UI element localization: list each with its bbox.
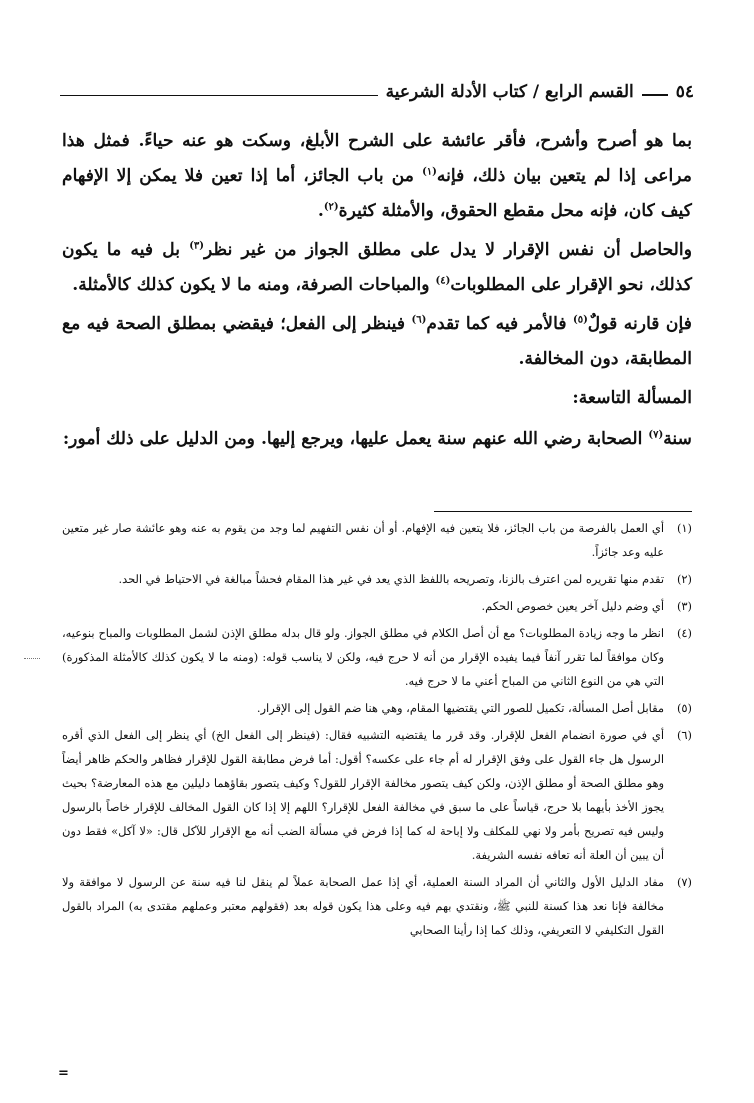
paragraph: سنة$^{(٧)}$ الصحابة رضي الله عنهم سنة يعمل عليها، ويرجع إليها. ومن الدليل على ذلك أمور: (62, 429, 692, 449)
footnote-number: (٤) (676, 626, 692, 640)
footnote (62, 870, 692, 942)
footnote-number: (١) (676, 521, 692, 535)
footnote-number: (٢) (676, 572, 692, 586)
footnote-separator (434, 511, 692, 512)
header-rule (60, 95, 378, 96)
footnote-ref: (٣) (189, 240, 205, 252)
page-header (60, 82, 694, 102)
section-heading: المسألة التاسعة: (572, 388, 692, 408)
footnote-text: تقدم منها تقريره لمن اعترف بالزنا، وتصريحه باللفظ الذي يعد في غير هذا المقام فحشاً مبالغة في الاحتياط في الحد. (118, 572, 664, 586)
footnote-text: أي في صورة انضمام الفعل للإقرار. وقد قرر ما يقتضيه التشبيه فقال: (فينظر إلى الفعل الخ) أي ينظر إلى الفعل الذي أقره الرسول هل جاء القول على وفق الإقرار له أم جاء على عكسه؟ أقول: أما فرض مطابقة القول للإقرار فظاهر والحكم ظاهر أيضاً وهو مطلق الصحة أو مطلق الإذن، ولكن كيف يتصور مخالفة الإقرار للقول؟ وكيف يتصور بقاؤهما دليلين مع هذه المعارضة؟ بحيث يجوز الأخذ بأيهما بلا حرج، قياساً على ما سبق في مخالفة الفعل للإقرار؟ اللهم إلا إذا كان القول المخالف للإقرار خاصاً بالرسول وليس فيه تصريح بأمر ولا نهي للمكلف ولا إباحة له كما إذا فرض في مسألة الضب أنه مع الإقرار للآكل قال: «لا آكل» فقط دون أن يبين أن العلة أنه تعافه نفسه الشريفة. (62, 728, 664, 862)
footnote-text: أي وضم دليل آخر يعين خصوص الحكم. (481, 599, 664, 613)
footnote-text: انظر ما وجه زيادة المطلوبات؟ مع أن أصل الكلام في مطلق الجواز. ولو قال بدله مطلق الإذن لشمل المطلوبات والمباح بنوعيه، وكان موافقاً لما تقرر آنفاً فيما يفيده الإقرار من أنه لا حرج فيه، ولكن لا يناسب قوله: (ومنه ما لا يكون كذلك كالأمثلة المذكورة) التي هي من النوع الثاني من المباح أعني ما لا حرج فيه. (62, 626, 664, 688)
paragraph: فإن قارنه قولٌ$^{(٥)}$ فالأمر فيه كما تقدم$^{(٦)}$ فينظر إلى الفعل؛ فيقضي بمطلق الصحة فيه مع المطابقة، دون المخالفة. (62, 314, 692, 369)
footnote-text: مقابل أصل المسألة، تكميل للصور التي يقتضيها المقام، وهي هنا ضم القول إلى الإقرار. (256, 701, 664, 715)
continuation-mark: = (58, 1066, 69, 1081)
footnote (62, 621, 692, 693)
footnote (62, 594, 692, 618)
footnote-number: (٥) (676, 701, 692, 715)
footnote-ref: (١) (422, 166, 437, 178)
header-dash (642, 94, 668, 96)
running-title: القسم الرابع / كتاب الأدلة الشرعية (385, 82, 634, 102)
footnote (62, 696, 692, 720)
footnote-number: (٦) (676, 728, 692, 742)
footnote-text: مفاد الدليل الأول والثاني أن المراد السنة العملية، أي إذا عمل الصحابة عملاً لم ينقل لنا فيه سنة عن الرسول لا موافقة ولا مخالفة فإنا نعد هذا كسنة للنبي ﷺ، ونقتدي بهم فيه وعلى هذا يكون قوله بعد (فقولهم معتبر وعملهم مقتدى به) المراد بالقول القول التكليفي لا التعريفي، وذلك كما إذا رأينا الصحابي (62, 875, 664, 937)
footnote-text: أي العمل بالفرصة من باب الجائز، فلا يتعين فيه الإفهام. أو أن نفس التفهيم لما وجد من يقوم به عنه وهو عائشة صار غير متعين عليه وعد جائزاً. (62, 521, 664, 559)
footnote-ref: (٧) (648, 429, 664, 441)
footnote-number: (٣) (676, 599, 692, 613)
paragraph: والحاصل أن نفس الإقرار لا يدل على مطلق الجواز من غير نظر$^{(٣)}$ بل فيه ما يكون كذلك، نحو الإقرار على المطلوبات$^{(٤)}$ والمباحات الصرفة، ومنه ما لا يكون كذلك كالأمثلة. (62, 240, 692, 295)
footnote-ref: (٢) (323, 201, 339, 213)
footnote-ref: (٤) (435, 275, 451, 287)
footnote (62, 723, 692, 867)
footnote-ref: (٦) (411, 314, 427, 326)
footnote (62, 516, 692, 564)
paragraph: بما هو أصرح وأشرح، فأقر عائشة على الشرح الأبلغ، وسكت هو عنه حياءً. فمثل هذا مراعى إذا لم يتعين بيان ذلك، فإنه$^{(١)}$ من باب الجائز، أما إذا تعين فلا يمكن إلا الإفهام كيف كان، فإنه محل مقطع الحقوق، والأمثلة كثيرة$^{(٢)}$. (62, 131, 692, 221)
footnote (62, 567, 692, 591)
footnotes (62, 516, 692, 945)
page-number: ٥٤ (675, 82, 694, 102)
footnote-ref: (٥) (572, 314, 588, 326)
margin-mark (24, 658, 40, 659)
footnote-number: (٧) (676, 875, 692, 889)
main-text (62, 124, 692, 461)
